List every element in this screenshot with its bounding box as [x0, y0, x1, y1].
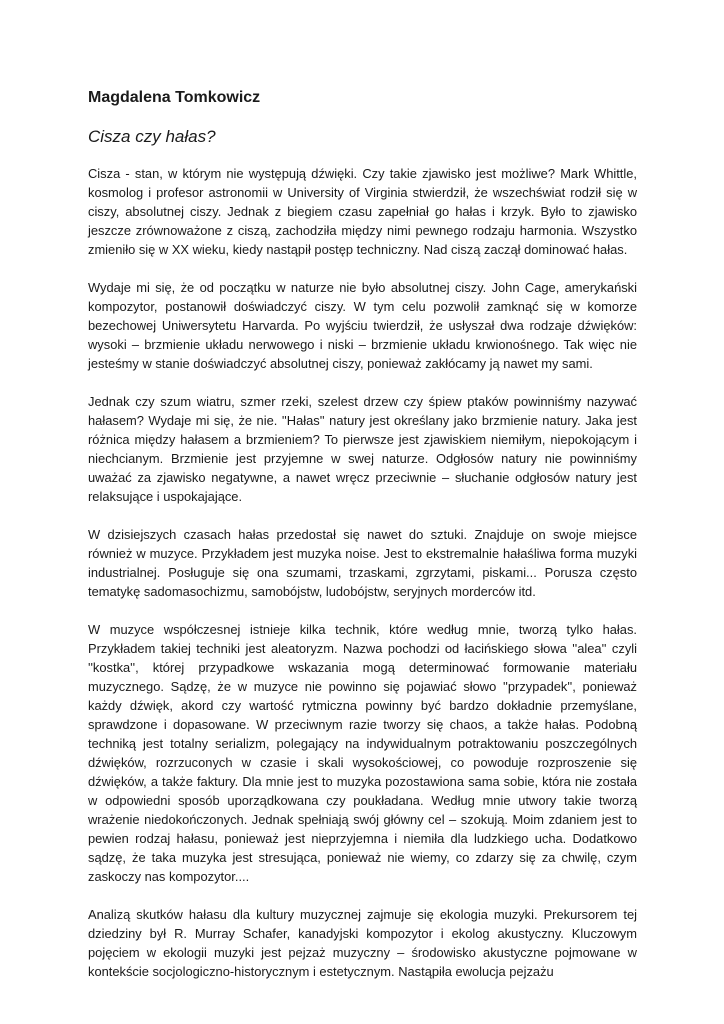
- author-name: Magdalena Tomkowicz: [88, 89, 261, 106]
- paragraph: Analizą skutków hałasu dla kultury muzycznej zajmuje się ekologia muzyki. Prekursorem tej dziedziny był R. Murray Schafer, kanadyjski kompozytor i ekolog akustyczny. Kluczowym pojęciem w ekologii muzyki jest pejzaż muzyczny – środowisko akustyczne pojmowane w kontekście socjologiczno-historycznym i estetycznym. Nastąpiła ewolucja pejzażu: [88, 907, 637, 979]
- paragraph: Wydaje mi się, że od początku w naturze nie było absolutnej ciszy. John Cage, amerykański kompozytor, postanowił doświadczyć ciszy. W tym celu pozwolił zamknąć się w komorze bezechowej Uniwersytetu Harvarda. Po wyjściu twierdził, że usłyszał dwa rodzaje dźwięków: wysoki – brzmienie układu nerwowego i niski – brzmienie układu krwionośnego. Tak więc nie jesteśmy w stanie doświadczyć absolutnej ciszy, ponieważ zakłócamy ją nawet my sami.: [88, 280, 637, 371]
- paragraph: Jednak czy szum wiatru, szmer rzeki, szelest drzew czy śpiew ptaków powinniśmy nazywać hałasem? Wydaje mi się, że nie. ''Hałas'' natury jest określany jako brzmienie natury. Jaka jest różnica między hałasem a brzmieniem? To pierwsze jest zjawiskiem niemiłym, niepokojącym i niechcianym. Brzmienie jest przyjemne w swej naturze. Odgłosów natury nie powinniśmy uważać za zjawisko negatywne, a nawet wręcz przeciwnie – słuchanie odgłosów natury jest relaksujące i uspokajające.: [88, 394, 637, 504]
- essay-title: Cisza czy hałas?: [88, 127, 216, 146]
- essay-body: [88, 164, 637, 1000]
- paragraph: W muzyce współczesnej istnieje kilka technik, które według mnie, tworzą tylko hałas. Przykładem takiej techniki jest aleatoryzm. Nazwa pochodzi od łacińskiego słowa ''alea'' czyli ''kostka'', której przypadkowe wskazania mogą determinować formowanie materiału muzycznego. Sądzę, że w muzyce nie powinno się pojawiać słowo ''przypadek'', ponieważ każdy dźwięk, akord czy wartość rytmiczna powinny być bardzo dokładnie przemyślane, sprawdzone i dopasowane. W przeciwnym razie tworzy się chaos, a także hałas. Podobną techniką jest totalny serializm, polegający na indywidualnym potraktowaniu poszczególnych dźwięków, rozrzuconych w czasie i skali wysokościowej, co powoduje rozproszenie się dźwięków, a także faktury. Dla mnie jest to muzyka pozostawiona sama sobie, która nie została w odpowiedni sposób uporządkowana czy poukładana. Według mnie utwory takie tworzą wrażenie niedokończonych. Jednak spełniają swój główny cel – szokują. Moim zdaniem jest to pewien rodzaj hałasu, ponieważ jest nieprzyjemna i niemiła dla ludzkiego ucha. Dodatkowo sądzę, że taka muzyka jest stresująca, ponieważ nie wiemy, co zdarzy się za chwilę, czym zaskoczy nas kompozytor....: [88, 622, 637, 884]
- paragraph: W dzisiejszych czasach hałas przedostał się nawet do sztuki. Znajduje on swoje miejsce również w muzyce. Przykładem jest muzyka noise. Jest to ekstremalnie hałaśliwa forma muzyki industrialnej. Posługuje się ona szumami, trzaskami, zgrzytami, piskami... Porusza często tematykę sadomasochizmu, samobójstw, ludobójstw, seryjnych morderców itd.: [88, 527, 637, 599]
- paragraph: Cisza - stan, w którym nie występują dźwięki. Czy takie zjawisko jest możliwe? Mark Whittle, kosmolog i profesor astronomii w University of Virginia stwierdził, że wszechświat rodził się w ciszy, absolutnej ciszy. Jednak z biegiem czasu zapełniał go hałas i krzyk. Było to zjawisko jeszcze zrównoważone z ciszą, zachodziła między nimi pewnego rodzaju harmonia. Wszystko zmieniło się w XX wieku, kiedy nastąpił postęp techniczny. Nad ciszą zaczął dominować hałas.: [88, 166, 637, 257]
